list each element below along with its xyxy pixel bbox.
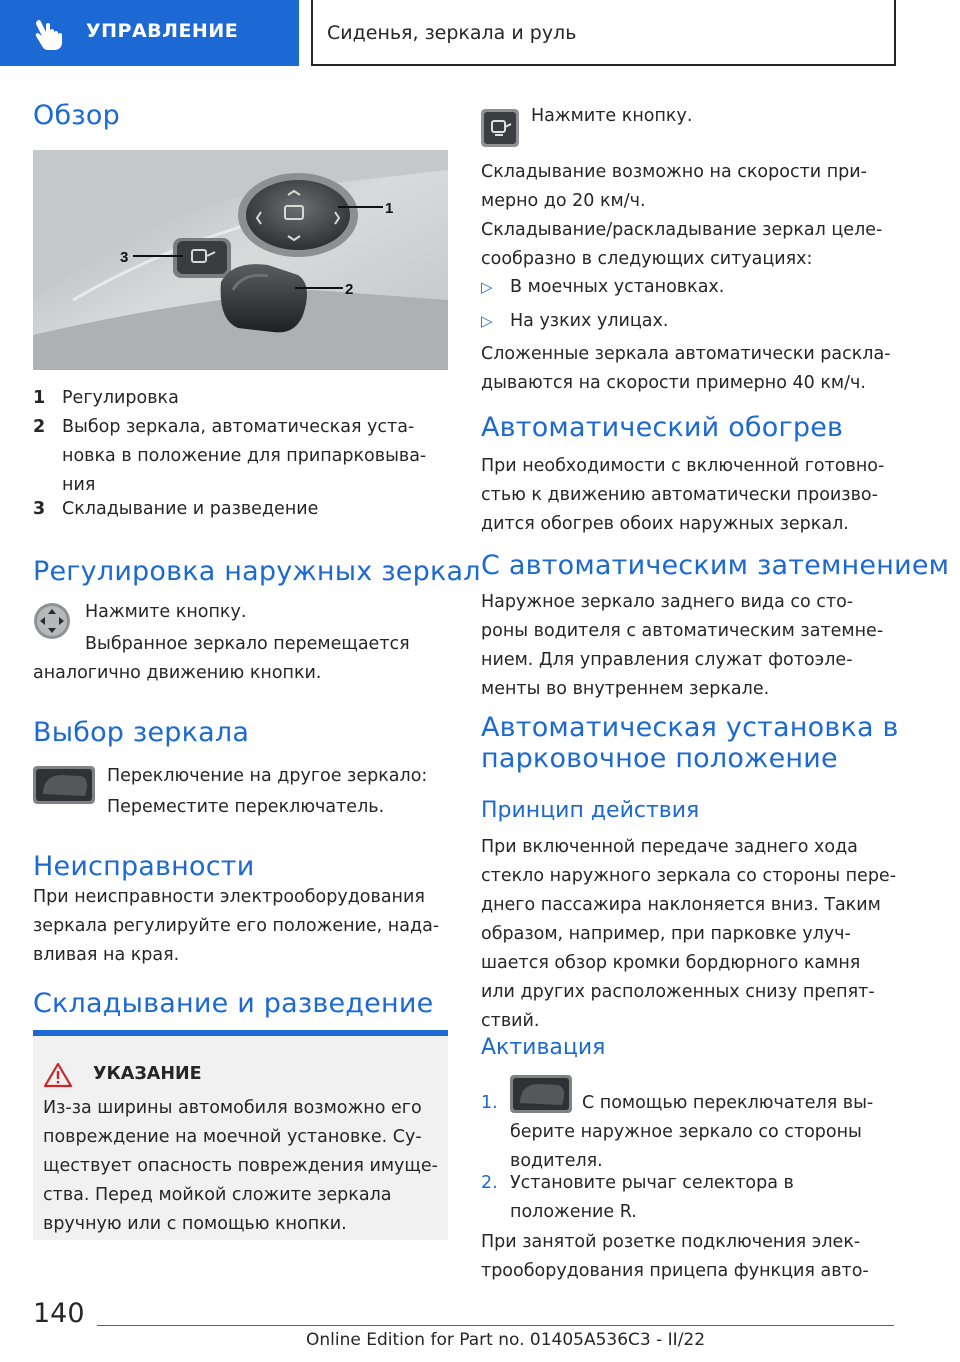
auto-unfold-text: Сложенные зеркала автоматически раскла-дываются на скорости примерно 40 км/ч. xyxy=(481,344,891,393)
page-number: 140 xyxy=(33,1298,85,1329)
step-number: 2. xyxy=(481,1173,498,1193)
dim-text: Наружное зеркало заднего вида со сто-роны водителя с автоматическим затемне-нием. Для управления служат фотоэле-менты во внутреннем зеркале. xyxy=(481,592,884,699)
step-number: 1. xyxy=(481,1093,498,1113)
bullet-triangle-icon: ▷ xyxy=(481,278,493,296)
warning-text: Из-за ширины автомобиля возможно его повреждение на моечной установке. Су-ществует опасность повреждения имуще-ства. Перед мойкой сложите зеркала вручную или с помощью кнопки. xyxy=(43,1098,438,1234)
chapter-title: Сиденья, зеркала и руль xyxy=(327,22,577,44)
trailer-text: При занятой розетке подключения элек-трооборудования прицепа функция авто- xyxy=(481,1232,869,1281)
park-heading-2: парковочное положение xyxy=(481,743,838,774)
overview-heading: Обзор xyxy=(33,100,120,131)
callout-3: 3 xyxy=(120,249,129,266)
legend-number: 3 xyxy=(33,499,46,519)
fault-heading: Неисправности xyxy=(33,851,255,882)
park-heading-1: Автоматическая установка в xyxy=(481,712,899,743)
legend-text: Складывание и разведение xyxy=(62,499,319,519)
adjust-line-2: Выбранное зеркало перемещается xyxy=(85,634,410,654)
legend-number: 1 xyxy=(33,388,46,408)
heat-heading: Автоматический обогрев xyxy=(481,412,844,443)
legend-text: Выбор зеркала, автоматическая уста-новка в положение для припарковыва-ния xyxy=(62,417,427,495)
fold-heading: Складывание и разведение xyxy=(33,988,434,1019)
activation-heading: Активация xyxy=(481,1035,606,1060)
warning-triangle-icon xyxy=(43,1062,73,1088)
heat-text: При необходимости с включенной готовно-стью к движению автоматически произво-дится обогрев обоих наружных зеркал. xyxy=(481,456,885,534)
adjust-line-1: Нажмите кнопку. xyxy=(85,602,247,622)
bullet-text: На узких улицах. xyxy=(510,311,669,331)
warning-box xyxy=(33,1030,448,1240)
edition-info: Online Edition for Part no. 01405A536C3 - II/22 xyxy=(306,1330,706,1350)
callout-2: 2 xyxy=(345,281,354,298)
direction-pad-icon xyxy=(33,602,71,640)
bullet-triangle-icon: ▷ xyxy=(481,312,493,330)
adjust-heading: Регулировка наружных зеркал xyxy=(33,556,481,587)
step-text: С помощью переключателя вы-берите наружное зеркало со стороны водителя. xyxy=(510,1093,874,1171)
mirror-controls-illustration xyxy=(33,150,448,370)
footer-divider xyxy=(97,1325,894,1326)
select-line-2: Переместите переключатель. xyxy=(107,797,385,817)
fold-button-icon xyxy=(481,109,519,147)
step-text: Установите рычаг селектора в положение R. xyxy=(510,1173,794,1222)
hand-pointer-icon xyxy=(32,18,72,52)
fold-speed-text: Складывание возможно на скорости при-мерно до 20 км/ч. xyxy=(481,162,867,211)
select-line-1: Переключение на другое зеркало: xyxy=(107,766,428,786)
adjust-line-3: аналогично движению кнопки. xyxy=(33,663,322,683)
section-tab xyxy=(0,0,299,66)
press-button-text: Нажмите кнопку. xyxy=(531,106,693,126)
chapter-header xyxy=(311,0,896,66)
fold-cases-text: Складывание/раскладывание зеркал целе-сообразно в следующих ситуациях: xyxy=(481,220,883,269)
callout-1: 1 xyxy=(385,200,394,217)
mirror-switch-icon xyxy=(33,766,95,804)
bullet-text: В моечных установках. xyxy=(510,277,725,297)
section-title: УПРАВЛЕНИЕ xyxy=(86,20,239,42)
dim-heading: С автоматическим затемнением xyxy=(481,550,950,581)
principle-text: При включенной передаче заднего хода стекло наружного зеркала со стороны пере-днего пассажира наклоняется вниз. Таким образом, например, при парковке улуч-шается обзор кромки бордюрного камня или других расположенных снизу препят-ствий. xyxy=(481,837,897,1031)
select-heading: Выбор зеркала xyxy=(33,717,250,748)
legend-text: Регулировка xyxy=(62,388,179,408)
mirror-controls-photo xyxy=(33,150,448,370)
principle-heading: Принцип действия xyxy=(481,798,700,823)
legend-number: 2 xyxy=(33,417,46,437)
fault-text: При неисправности электрооборудования зеркала регулируйте его положение, нада-вливая на края. xyxy=(33,887,440,965)
warning-title: УКАЗАНИЕ xyxy=(93,1064,202,1084)
